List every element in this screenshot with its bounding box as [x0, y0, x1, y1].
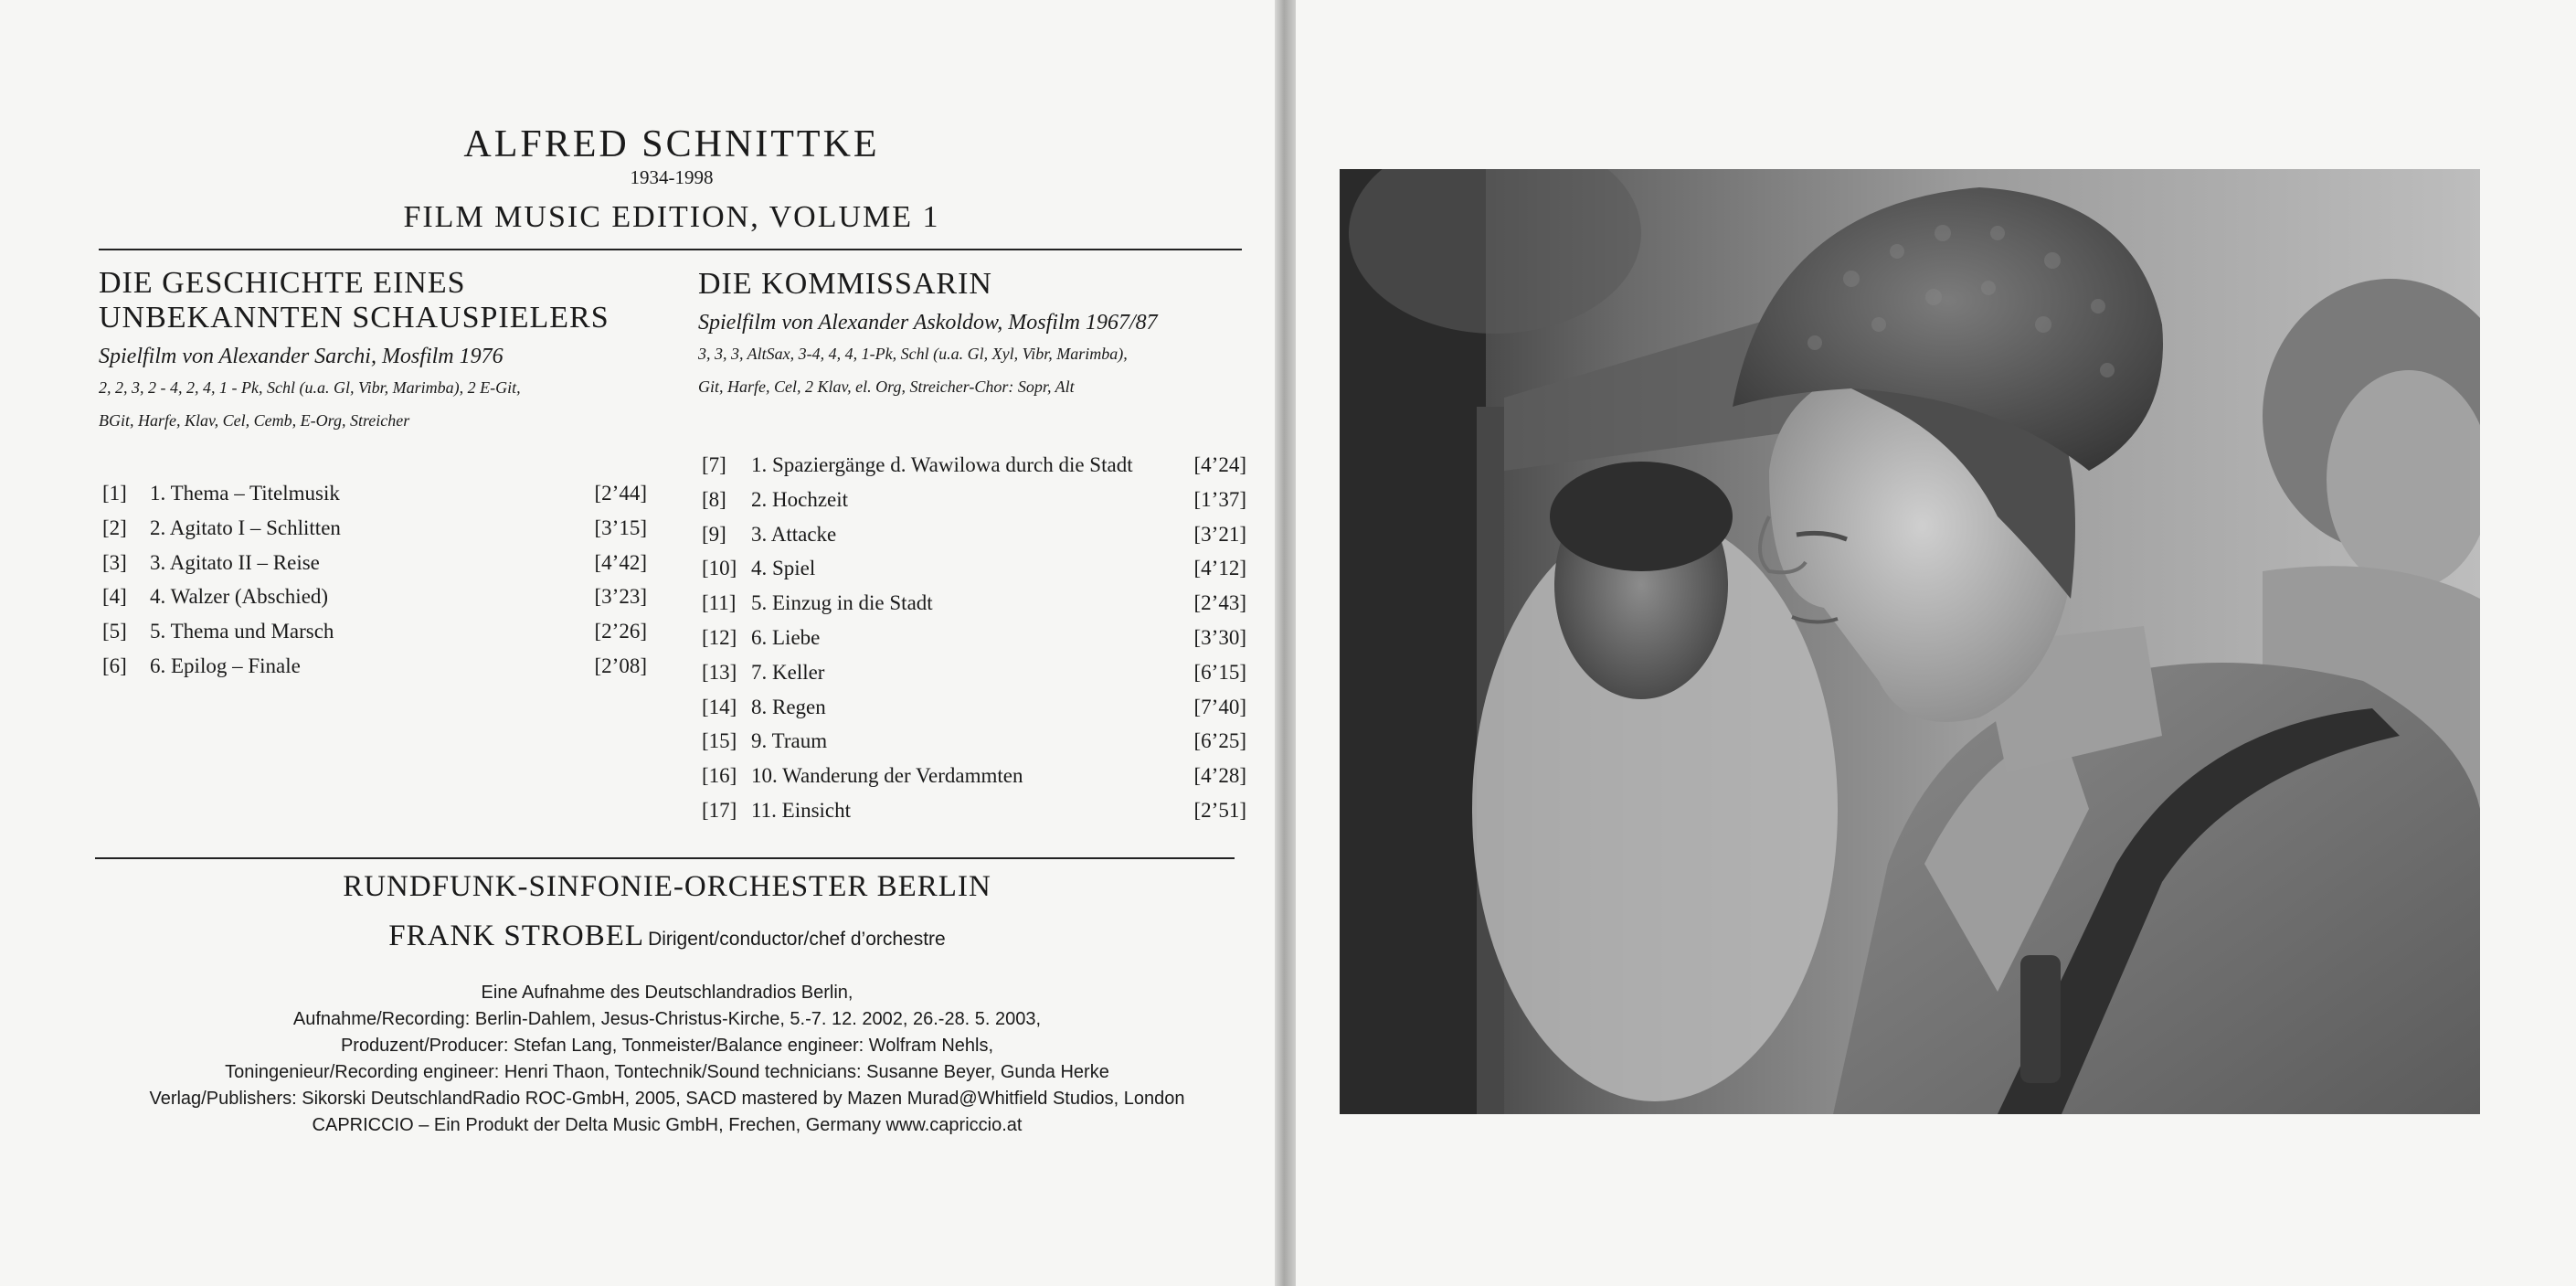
track-duration: [4’12] — [1193, 557, 1246, 580]
track-title: 11. Einsicht — [751, 799, 852, 822]
film-still-photo — [1340, 169, 2480, 1114]
film1-title-line1: DIE GESCHICHTE EINES — [99, 266, 466, 300]
track-title: 6. Epilog – Finale — [150, 654, 301, 677]
track-duration: [1’37] — [1193, 487, 1246, 511]
track-number: [4] — [102, 585, 127, 609]
film1-instrumentation-line1: 2, 2, 3, 2 - 4, 2, 4, 1 - Pk, Schl (u.a. Gl, Vibr, Marimba), 2 E-Git, — [99, 378, 521, 397]
track-duration: [3’15] — [594, 515, 647, 539]
track-title: 4. Spiel — [751, 557, 816, 580]
track-number: [8] — [702, 487, 726, 511]
film1-tracklist — [102, 476, 647, 686]
recording-credits — [0, 980, 1334, 1139]
track-number: [15] — [702, 729, 737, 753]
track-number: [11] — [702, 591, 737, 615]
film2-tracklist — [702, 448, 1246, 832]
header-rule — [99, 249, 1242, 250]
track-number: [14] — [702, 695, 737, 718]
film1-subtitle: Spielfilm von Alexander Sarchi, Mosfilm 1976 — [99, 345, 504, 368]
track-row — [702, 551, 1246, 586]
track-row — [102, 511, 647, 546]
track-number: [7] — [702, 453, 726, 476]
credit-line: Eine Aufnahme des Deutschlandradios Berlin, — [481, 983, 853, 1003]
track-title: 5. Thema und Marsch — [150, 620, 334, 643]
credit-line: Produzent/Producer: Stefan Lang, Tonmeister/Balance engineer: Wolfram Nehls, — [340, 1036, 994, 1056]
track-row — [702, 448, 1246, 483]
track-number: [2] — [102, 515, 127, 539]
track-duration: [2’51] — [1193, 799, 1246, 822]
track-title: 5. Einzug in die Stadt — [751, 591, 933, 615]
credit-line: Verlag/Publishers: Sikorski DeutschlandRadio ROC-GmbH, 2005, SACD mastered by Mazen Murad@Whitfield Studios, London — [149, 1089, 1185, 1109]
track-number: [5] — [102, 620, 127, 643]
track-title: 7. Keller — [751, 660, 825, 684]
track-number: [6] — [102, 654, 127, 677]
performers-rule — [95, 857, 1235, 859]
track-duration: [3’30] — [1193, 626, 1246, 649]
track-duration: [2’44] — [594, 482, 647, 505]
conductor-name: FRANK STROBEL — [388, 919, 645, 952]
track-title: 2. Agitato I – Schlitten — [150, 515, 341, 539]
track-row — [102, 546, 647, 580]
track-title: 1. Spaziergänge d. Wawilowa durch die Stadt — [751, 453, 1133, 476]
track-duration: [7’40] — [1193, 695, 1246, 718]
film1-title-line2: UNBEKANNTEN SCHAUSPIELERS — [99, 301, 610, 335]
track-row — [702, 655, 1246, 690]
track-title: 8. Regen — [751, 695, 826, 718]
track-row — [702, 793, 1246, 828]
track-number: [16] — [702, 764, 737, 788]
composer-years: 1934-1998 — [630, 166, 714, 188]
track-number: [12] — [702, 626, 737, 649]
track-duration: [2’08] — [594, 654, 647, 677]
track-title: 10. Wanderung der Verdammten — [751, 764, 1023, 788]
film2-subtitle: Spielfilm von Alexander Askoldow, Mosfilm 1967/87 — [698, 311, 1158, 335]
track-row — [702, 517, 1246, 552]
track-duration: [4’42] — [594, 550, 647, 574]
film2-instrumentation-line2: Git, Harfe, Cel, 2 Klav, el. Org, Streicher-Chor: Sopr, Alt — [698, 377, 1075, 396]
film1-block — [99, 266, 702, 437]
conductor-line — [0, 919, 1334, 953]
track-duration: [4’28] — [1193, 764, 1246, 788]
orchestra-name: RUNDFUNK-SINFONIE-ORCHESTER BERLIN — [343, 870, 991, 903]
film2-title: DIE KOMMISSARIN — [698, 267, 992, 301]
track-title: 1. Thema – Titelmusik — [150, 482, 340, 505]
track-number: [13] — [702, 660, 737, 684]
track-duration: [2’43] — [1193, 591, 1246, 615]
film-still-image — [1340, 169, 2480, 1114]
track-row — [102, 579, 647, 614]
credit-line: Aufnahme/Recording: Berlin-Dahlem, Jesus-Christus-Kirche, 5.-7. 12. 2002, 26.-28. 5. 2003, — [292, 1009, 1042, 1029]
track-number: [9] — [702, 522, 726, 546]
composer-name: ALFRED SCHNITTKE — [463, 123, 880, 165]
track-duration: [2’26] — [594, 620, 647, 643]
track-title: 4. Walzer (Abschied) — [150, 585, 329, 609]
track-title: 2. Hochzeit — [751, 487, 849, 511]
track-row — [102, 476, 647, 511]
track-duration: [4’24] — [1193, 453, 1246, 476]
track-title: 9. Traum — [751, 729, 828, 753]
track-duration: [3’23] — [594, 585, 647, 609]
track-row — [102, 614, 647, 649]
track-row — [102, 649, 647, 684]
track-row — [702, 621, 1246, 655]
track-duration: [3’21] — [1193, 522, 1246, 546]
track-number: [1] — [102, 482, 127, 505]
credit-line: Toningenieur/Recording engineer: Henri Thaon, Tontechnik/Sound technicians: Susanne Beyer, Gunda Herke — [225, 1062, 1109, 1082]
track-number: [17] — [702, 799, 737, 822]
track-row — [702, 690, 1246, 725]
track-row — [702, 586, 1246, 621]
track-number: [3] — [102, 550, 127, 574]
credit-line: CAPRICCIO – Ein Produkt der Delta Music GmbH, Frechen, Germany www.capriccio.at — [312, 1115, 1023, 1135]
track-row — [702, 724, 1246, 759]
track-duration: [6’25] — [1193, 729, 1246, 753]
track-row — [702, 759, 1246, 793]
edition-title: FILM MUSIC EDITION, VOLUME 1 — [403, 200, 940, 234]
track-row — [702, 483, 1246, 517]
film2-block — [698, 267, 1265, 403]
track-title: 3. Agitato II – Reise — [150, 550, 320, 574]
film1-instrumentation-line2: BGit, Harfe, Klav, Cel, Cemb, E-Org, Streicher — [99, 411, 410, 430]
track-duration: [6’15] — [1193, 660, 1246, 684]
track-title: 3. Attacke — [751, 522, 837, 546]
track-number: [10] — [702, 557, 737, 580]
film2-instrumentation-line1: 3, 3, 3, AltSax, 3-4, 4, 4, 1-Pk, Schl (u.a. Gl, Xyl, Vibr, Marimba), — [698, 345, 1128, 363]
track-title: 6. Liebe — [751, 626, 821, 649]
conductor-role: Dirigent/conductor/chef d’orchestre — [648, 929, 946, 950]
